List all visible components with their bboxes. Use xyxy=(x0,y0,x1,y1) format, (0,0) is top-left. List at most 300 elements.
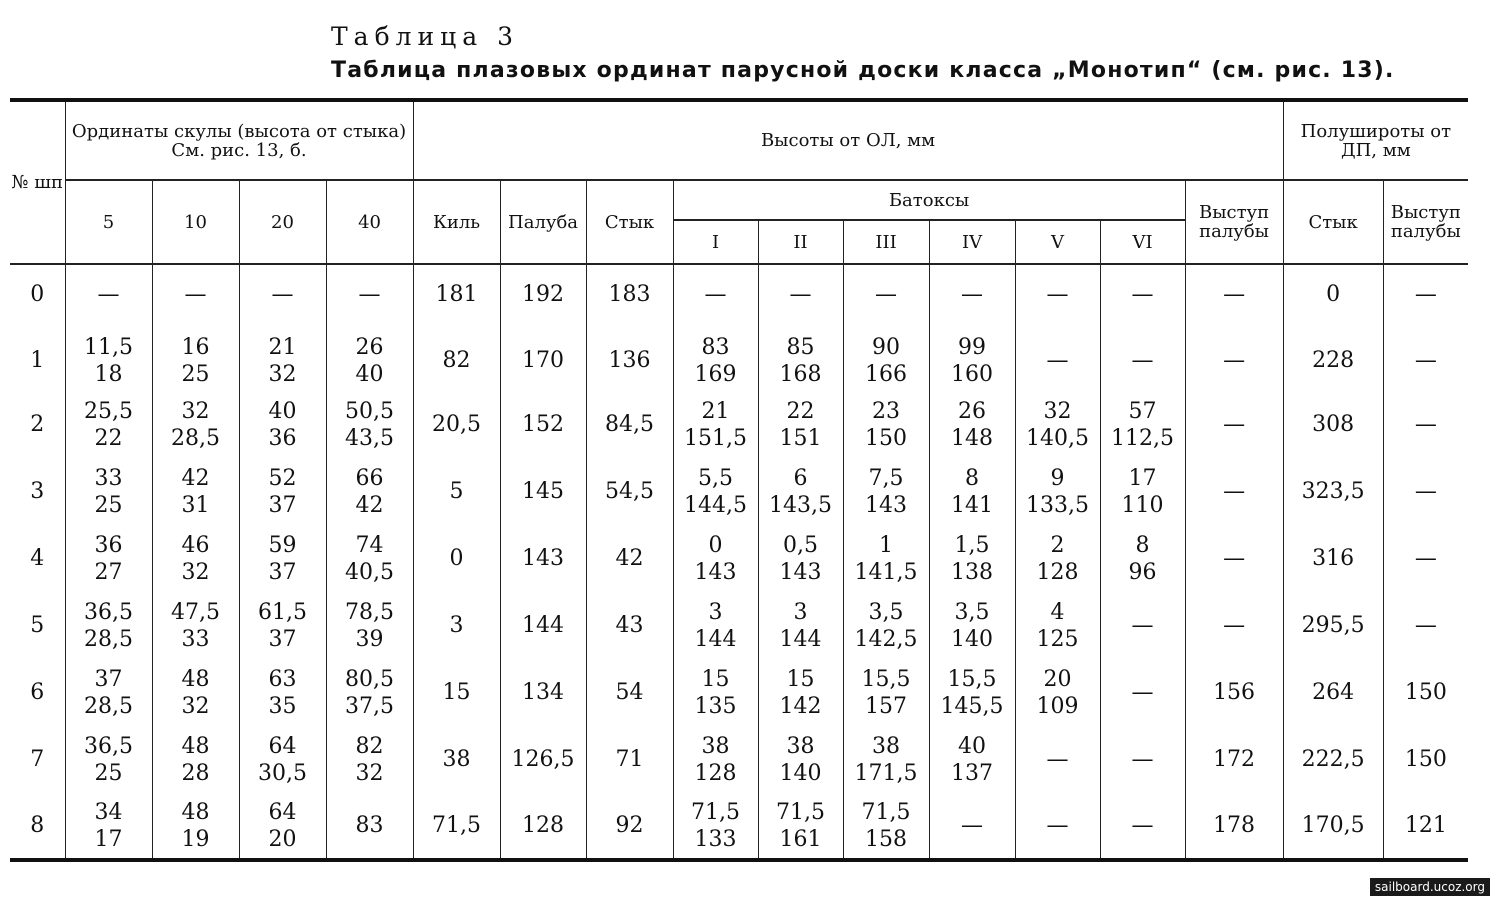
table-cell xyxy=(673,324,758,391)
table-cell xyxy=(152,525,239,592)
cell-value: 37 xyxy=(268,626,297,652)
cell-value: 143 xyxy=(694,559,737,585)
cell-value: 40 xyxy=(958,733,987,759)
table-cell xyxy=(586,324,673,391)
cell-value: 148 xyxy=(951,425,994,451)
cell-value: — xyxy=(875,282,898,307)
cell-value: 38 xyxy=(442,747,471,772)
table-cell xyxy=(586,264,673,324)
cell-value: 1,5 xyxy=(954,532,990,558)
cell-value: 140 xyxy=(779,760,822,786)
frame-number: 4 xyxy=(10,525,65,592)
frame-number: 1 xyxy=(10,324,65,391)
cell-value: 170,5 xyxy=(1301,813,1365,838)
cell-value: 22 xyxy=(786,398,815,424)
cell-value: — xyxy=(1046,282,1069,307)
table-cell xyxy=(152,391,239,458)
table-cell xyxy=(1185,659,1283,726)
table-cell xyxy=(413,324,500,391)
table-cell xyxy=(1100,592,1185,659)
table-cell xyxy=(326,324,413,391)
cell-value: — xyxy=(1131,613,1154,638)
header-deck-ledge: Выступ палубы xyxy=(1185,180,1283,264)
cell-value: 40,5 xyxy=(345,559,394,585)
cell-value: 26 xyxy=(958,398,987,424)
cell-value: 71,5 xyxy=(432,813,482,838)
cell-value: 22 xyxy=(94,425,123,451)
table-cell xyxy=(65,324,152,391)
cell-value: — xyxy=(1046,348,1069,373)
table-cell xyxy=(673,264,758,324)
header-joint: Стык xyxy=(586,180,673,264)
table-cell xyxy=(929,324,1015,391)
table-cell xyxy=(1015,793,1100,860)
table-cell xyxy=(1185,525,1283,592)
cell-value: 92 xyxy=(615,813,644,838)
table-row xyxy=(10,525,1468,592)
cell-value: 80,5 xyxy=(345,666,394,692)
table-cell xyxy=(1383,264,1468,324)
cell-value: 166 xyxy=(865,361,908,387)
cell-value: 38 xyxy=(701,733,730,759)
table-cell xyxy=(239,264,326,324)
table-cell xyxy=(673,726,758,793)
cell-value: 28 xyxy=(181,760,210,786)
table-cell xyxy=(758,391,843,458)
table-cell xyxy=(326,525,413,592)
cell-value: 133 xyxy=(694,826,737,852)
table-cell xyxy=(929,391,1015,458)
cell-value: 145 xyxy=(522,479,565,504)
table-cell xyxy=(1185,793,1283,860)
cell-value: 141 xyxy=(951,492,994,518)
table-cell xyxy=(413,458,500,525)
cell-value: 32 xyxy=(181,693,210,719)
cell-value: — xyxy=(1131,680,1154,705)
cell-value: 142 xyxy=(779,693,822,719)
watermark: sailboard.ucoz.org xyxy=(1370,878,1490,896)
table-cell xyxy=(326,793,413,860)
cell-value: 15,5 xyxy=(861,666,911,692)
cell-value: 26 xyxy=(355,334,384,360)
cell-value: 144 xyxy=(694,626,737,652)
header-bilge-40: 40 xyxy=(326,180,413,264)
table-cell xyxy=(758,458,843,525)
table-cell xyxy=(413,659,500,726)
cell-value: 52 xyxy=(268,465,297,491)
header-bilge-5: 5 xyxy=(65,180,152,264)
table-cell xyxy=(843,659,929,726)
table-cell xyxy=(1185,726,1283,793)
cell-value: — xyxy=(1414,282,1437,307)
table-cell xyxy=(326,726,413,793)
table-cell xyxy=(673,458,758,525)
table-cell xyxy=(1283,264,1383,324)
cell-value: 109 xyxy=(1036,693,1079,719)
frame-number: 7 xyxy=(10,726,65,793)
frame-number: 5 xyxy=(10,592,65,659)
table-cell xyxy=(758,525,843,592)
table-cell xyxy=(929,726,1015,793)
cell-value: 15 xyxy=(442,680,471,705)
table-cell xyxy=(929,659,1015,726)
table-cell xyxy=(1283,592,1383,659)
cell-value: 40 xyxy=(355,361,384,387)
cell-value: 156 xyxy=(1213,680,1256,705)
cell-value: 308 xyxy=(1312,412,1355,437)
cell-value: 171,5 xyxy=(854,760,918,786)
cell-value: 31 xyxy=(181,492,210,518)
table-row xyxy=(10,659,1468,726)
cell-value: 169 xyxy=(694,361,737,387)
cell-value: — xyxy=(1223,282,1246,307)
cell-value: 128 xyxy=(694,760,737,786)
table-cell xyxy=(758,324,843,391)
table-cell xyxy=(413,264,500,324)
table-cell xyxy=(1185,592,1283,659)
cell-value: 32 xyxy=(268,361,297,387)
table-cell xyxy=(1283,391,1383,458)
header-bilge-ordinates: Ординаты скулы (высота от стыка) См. рис. 13, б. xyxy=(65,100,413,180)
table-cell xyxy=(586,659,673,726)
cell-value: 43 xyxy=(615,613,644,638)
cell-value: 172 xyxy=(1213,747,1256,772)
table-cell xyxy=(65,264,152,324)
cell-value: 20 xyxy=(1043,666,1072,692)
cell-value: 15 xyxy=(786,666,815,692)
table-cell xyxy=(152,659,239,726)
cell-value: 57 xyxy=(1128,398,1157,424)
table-cell xyxy=(65,793,152,860)
table-cell xyxy=(500,391,586,458)
header-deck: Палуба xyxy=(500,180,586,264)
cell-value: 170 xyxy=(522,348,565,373)
table-cell xyxy=(413,793,500,860)
cell-value: 54 xyxy=(615,680,644,705)
table-cell xyxy=(1283,525,1383,592)
cell-value: — xyxy=(1131,348,1154,373)
table-cell xyxy=(1100,726,1185,793)
cell-value: 71 xyxy=(615,747,644,772)
table-cell xyxy=(500,592,586,659)
cell-value: 3,5 xyxy=(868,599,904,625)
cell-value: 36,5 xyxy=(84,733,133,759)
cell-value: 3 xyxy=(708,599,723,625)
cell-value: — xyxy=(1414,546,1437,571)
cell-value: — xyxy=(1414,613,1437,638)
table-cell xyxy=(843,726,929,793)
table-cell xyxy=(326,264,413,324)
cell-value: 7,5 xyxy=(868,465,904,491)
cell-value: 19 xyxy=(181,826,210,852)
table-cell xyxy=(239,726,326,793)
table-cell xyxy=(929,592,1015,659)
table-cell xyxy=(152,726,239,793)
cell-value: 4 xyxy=(1050,599,1065,625)
table-cell xyxy=(152,793,239,860)
table-cell xyxy=(1185,391,1283,458)
cell-value: — xyxy=(789,282,812,307)
cell-value: 25,5 xyxy=(84,398,133,424)
cell-value: 82 xyxy=(355,733,384,759)
cell-value: 323,5 xyxy=(1301,479,1365,504)
cell-value: 138 xyxy=(951,559,994,585)
cell-value: 83 xyxy=(701,334,730,360)
cell-value: 160 xyxy=(951,361,994,387)
cell-value: 42 xyxy=(355,492,384,518)
table-cell xyxy=(673,659,758,726)
cell-value: 39 xyxy=(355,626,384,652)
cell-value: 23 xyxy=(872,398,901,424)
cell-value: 136 xyxy=(608,348,651,373)
cell-value: — xyxy=(961,282,984,307)
table-cell xyxy=(1100,391,1185,458)
table-cell xyxy=(239,592,326,659)
cell-value: 46 xyxy=(181,532,210,558)
header-buttocks: Батоксы xyxy=(673,180,1185,220)
table-cell xyxy=(1283,793,1383,860)
table-cell xyxy=(1015,324,1100,391)
cell-value: 158 xyxy=(865,826,908,852)
table-cell xyxy=(1283,458,1383,525)
table-cell xyxy=(586,458,673,525)
cell-value: 30,5 xyxy=(258,760,307,786)
frame-number: 0 xyxy=(10,264,65,324)
cell-value: 33 xyxy=(181,626,210,652)
table-cell xyxy=(239,391,326,458)
table-cell xyxy=(586,525,673,592)
cell-value: 82 xyxy=(442,348,471,373)
cell-value: 140,5 xyxy=(1026,425,1090,451)
cell-value: — xyxy=(1414,412,1437,437)
cell-value: 144 xyxy=(779,626,822,652)
cell-value: — xyxy=(1046,813,1069,838)
cell-value: 61,5 xyxy=(258,599,307,625)
table-cell xyxy=(843,592,929,659)
cell-value: 16 xyxy=(181,334,210,360)
table-body xyxy=(10,264,1468,860)
cell-value: 78,5 xyxy=(345,599,394,625)
header-buttock-5: V xyxy=(1015,220,1100,264)
cell-value: 47,5 xyxy=(171,599,220,625)
table-cell xyxy=(843,391,929,458)
table-cell xyxy=(1383,726,1468,793)
cell-value: 141,5 xyxy=(854,559,918,585)
cell-value: 36,5 xyxy=(84,599,133,625)
table-cell xyxy=(500,726,586,793)
cell-value: 35 xyxy=(268,693,297,719)
table-cell xyxy=(1015,726,1100,793)
cell-value: 264 xyxy=(1312,680,1355,705)
cell-value: 83 xyxy=(355,813,384,838)
table-cell xyxy=(152,264,239,324)
cell-value: 34 xyxy=(94,799,123,825)
table-row xyxy=(10,793,1468,860)
cell-value: 168 xyxy=(779,361,822,387)
table-cell xyxy=(65,592,152,659)
cell-value: 25 xyxy=(94,492,123,518)
cell-value: — xyxy=(1223,479,1246,504)
cell-value: 99 xyxy=(958,334,987,360)
cell-value: — xyxy=(271,282,294,307)
table-cell xyxy=(1185,324,1283,391)
table-cell xyxy=(65,726,152,793)
table-cell xyxy=(758,592,843,659)
table-cell xyxy=(326,659,413,726)
table-cell xyxy=(1383,659,1468,726)
cell-value: — xyxy=(1131,813,1154,838)
cell-value: 71,5 xyxy=(691,799,741,825)
table-cell xyxy=(65,525,152,592)
frame-number: 2 xyxy=(10,391,65,458)
cell-value: 37 xyxy=(94,666,123,692)
cell-value: — xyxy=(1414,348,1437,373)
cell-value: 37,5 xyxy=(345,693,394,719)
table-cell xyxy=(239,793,326,860)
cell-value: — xyxy=(704,282,727,307)
table-title: Таблица плазовых ординат парусной доски класса „Монотип“ (см. рис. 13). xyxy=(331,58,1395,83)
table-cell xyxy=(413,592,500,659)
table-cell xyxy=(586,592,673,659)
cell-value: 17 xyxy=(94,826,123,852)
cell-value: 90 xyxy=(872,334,901,360)
cell-value: 150 xyxy=(865,425,908,451)
table-cell xyxy=(65,659,152,726)
table-cell xyxy=(586,793,673,860)
table-row xyxy=(10,324,1468,391)
cell-value: 151 xyxy=(779,425,822,451)
cell-value: 59 xyxy=(268,532,297,558)
table-cell xyxy=(500,458,586,525)
table-cell xyxy=(586,726,673,793)
cell-value: 84,5 xyxy=(605,412,655,437)
cell-value: 8 xyxy=(965,465,980,491)
cell-value: 152 xyxy=(522,412,565,437)
table-cell xyxy=(1015,525,1100,592)
table-row xyxy=(10,458,1468,525)
table-number: Таблица 3 xyxy=(331,22,520,51)
cell-value: 48 xyxy=(181,733,210,759)
cell-value: 112,5 xyxy=(1111,425,1175,451)
cell-value: 5,5 xyxy=(698,465,734,491)
header-heights: Высоты от ОЛ, мм xyxy=(413,100,1283,180)
cell-value: 40 xyxy=(268,398,297,424)
cell-value: 133,5 xyxy=(1026,492,1090,518)
table-cell xyxy=(413,525,500,592)
table-cell xyxy=(65,391,152,458)
cell-value: 143 xyxy=(779,559,822,585)
cell-value: — xyxy=(1223,613,1246,638)
cell-value: — xyxy=(1131,282,1154,307)
cell-value: 316 xyxy=(1312,546,1355,571)
cell-value: 96 xyxy=(1128,559,1157,585)
cell-value: 66 xyxy=(355,465,384,491)
cell-value: 21 xyxy=(701,398,730,424)
cell-value: 9 xyxy=(1050,465,1065,491)
cell-value: 137 xyxy=(951,760,994,786)
table-cell xyxy=(413,391,500,458)
table-cell xyxy=(1283,659,1383,726)
cell-value: 110 xyxy=(1121,492,1164,518)
cell-value: 142,5 xyxy=(854,626,918,652)
table-cell xyxy=(500,264,586,324)
table-cell xyxy=(929,525,1015,592)
cell-value: 5 xyxy=(449,479,464,504)
cell-value: 20 xyxy=(268,826,297,852)
cell-value: 71,5 xyxy=(776,799,826,825)
table-cell xyxy=(758,659,843,726)
table-cell xyxy=(239,458,326,525)
cell-value: 145,5 xyxy=(940,693,1004,719)
table-cell xyxy=(929,458,1015,525)
cell-value: — xyxy=(961,813,984,838)
cell-value: 25 xyxy=(181,361,210,387)
table-cell xyxy=(1100,793,1185,860)
cell-value: 121 xyxy=(1404,813,1447,838)
cell-value: 64 xyxy=(268,733,297,759)
table-cell xyxy=(152,592,239,659)
cell-value: 143 xyxy=(522,546,565,571)
table-cell xyxy=(843,458,929,525)
cell-value: 71,5 xyxy=(861,799,911,825)
table-cell xyxy=(1100,659,1185,726)
cell-value: 63 xyxy=(268,666,297,692)
cell-value: 128 xyxy=(1036,559,1079,585)
cell-value: 32 xyxy=(355,760,384,786)
table-cell xyxy=(1383,592,1468,659)
cell-value: 32 xyxy=(181,559,210,585)
table-cell xyxy=(673,592,758,659)
cell-value: 27 xyxy=(94,559,123,585)
cell-value: 32 xyxy=(1043,398,1072,424)
cell-value: 15 xyxy=(701,666,730,692)
table-cell xyxy=(1383,525,1468,592)
table-cell xyxy=(1015,458,1100,525)
cell-value: — xyxy=(1131,747,1154,772)
cell-value: 143 xyxy=(865,492,908,518)
table-cell xyxy=(1100,324,1185,391)
cell-value: 37 xyxy=(268,492,297,518)
cell-value: 140 xyxy=(951,626,994,652)
cell-value: 150 xyxy=(1404,747,1447,772)
table-cell xyxy=(1015,659,1100,726)
cell-value: 126,5 xyxy=(511,747,575,772)
cell-value: 85 xyxy=(786,334,815,360)
cell-value: 181 xyxy=(435,282,478,307)
table-cell xyxy=(1383,793,1468,860)
cell-value: 37 xyxy=(268,559,297,585)
cell-value: 144 xyxy=(522,613,565,638)
cell-value: 3 xyxy=(449,613,464,638)
ordinates-table xyxy=(10,98,1468,862)
table-cell xyxy=(326,391,413,458)
frame-number: 8 xyxy=(10,793,65,860)
cell-value: 0 xyxy=(1326,282,1341,307)
header-keel: Киль xyxy=(413,180,500,264)
table-cell xyxy=(1185,458,1283,525)
cell-value: 144,5 xyxy=(684,492,748,518)
cell-value: — xyxy=(1046,747,1069,772)
table-row xyxy=(10,726,1468,793)
cell-value: 17 xyxy=(1128,465,1157,491)
header-bilge-10: 10 xyxy=(152,180,239,264)
cell-value: 6 xyxy=(793,465,808,491)
cell-value: — xyxy=(1414,479,1437,504)
table-row xyxy=(10,391,1468,458)
table-cell xyxy=(843,324,929,391)
cell-value: 0,5 xyxy=(783,532,819,558)
header-buttock-4: IV xyxy=(929,220,1015,264)
